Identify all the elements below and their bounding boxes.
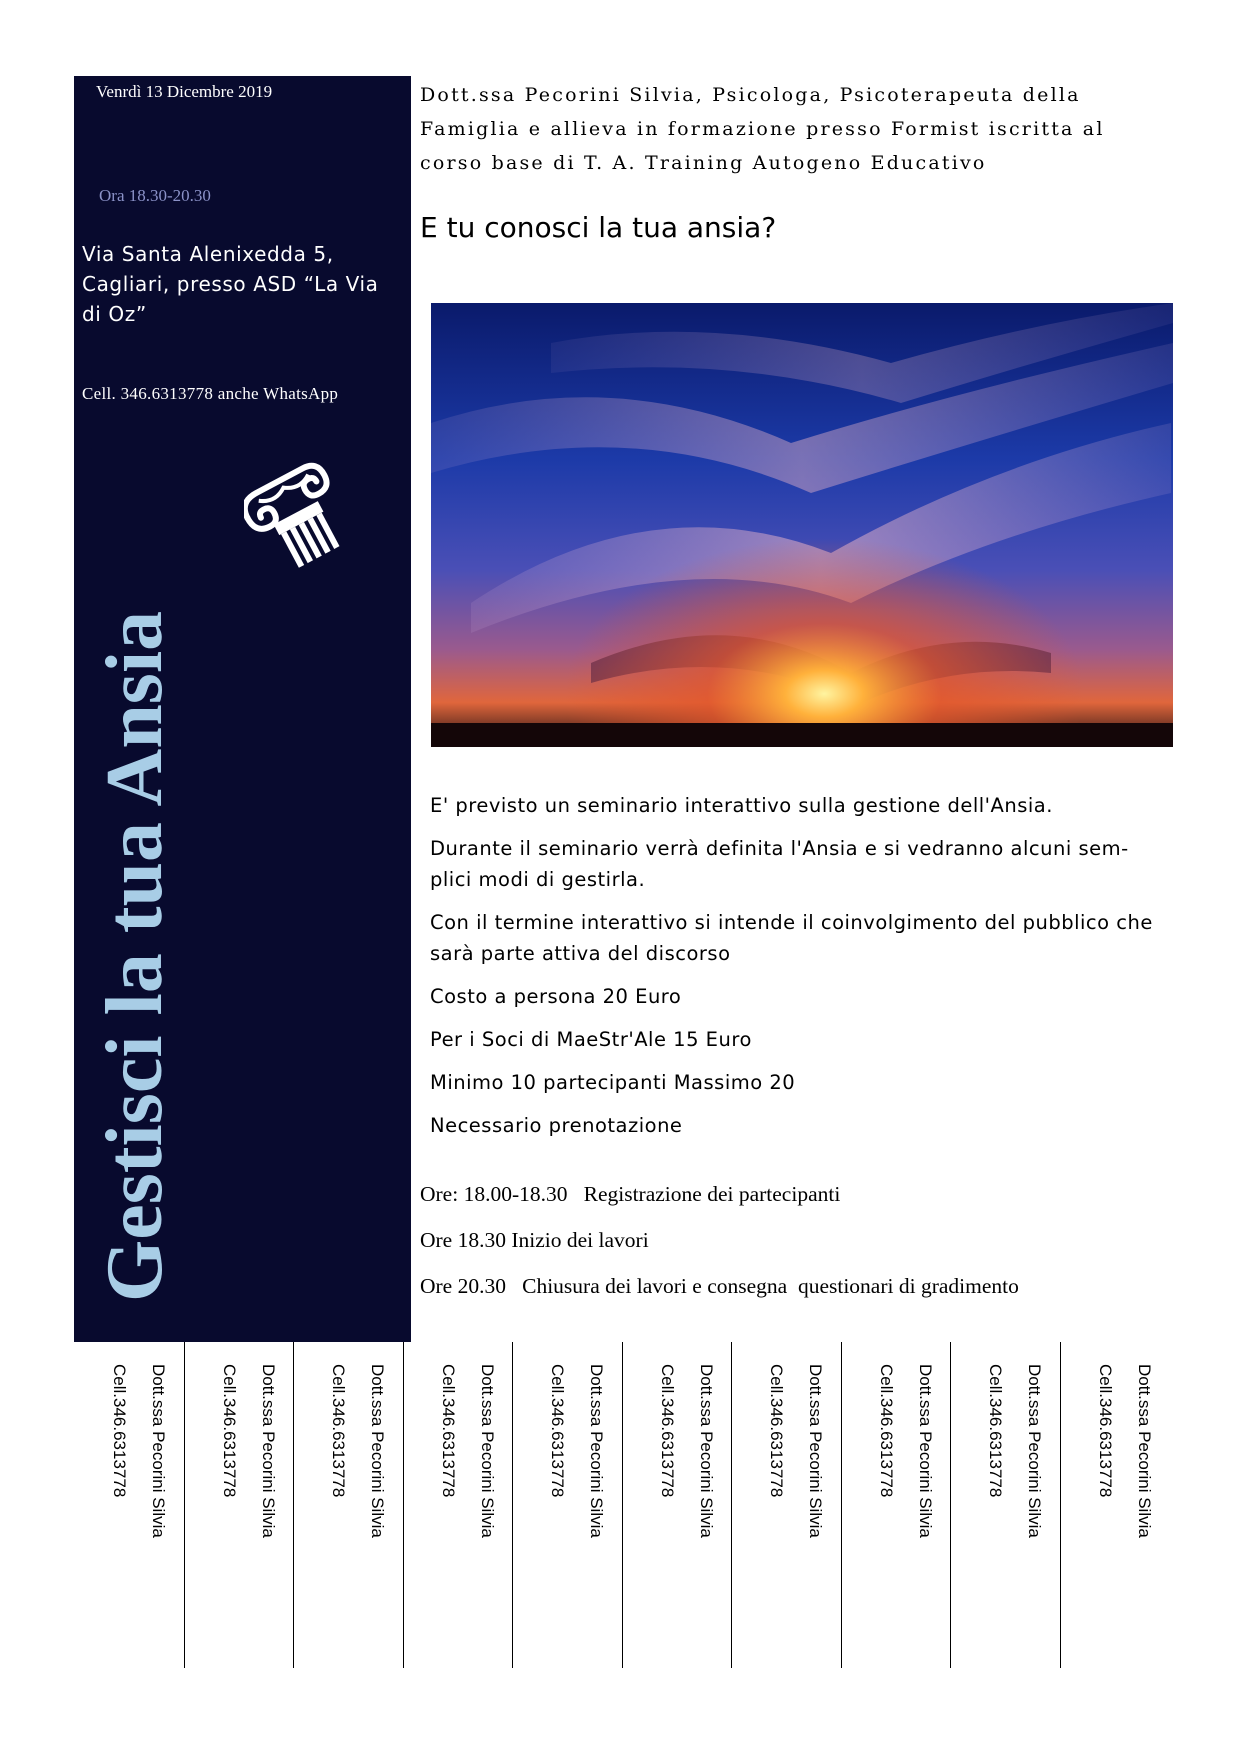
detail-item: Necessario prenotazione (430, 1114, 683, 1137)
strip-contact-phone: Cell.346.6313778 (876, 1364, 896, 1498)
vertical-title: Gestisci la tua Ansia (91, 610, 179, 1302)
event-time: Ora 18.30-20.30 (99, 186, 211, 205)
strip-contact-name: Dott.ssa Pecorini Silvia (477, 1364, 497, 1538)
strip-contact-phone: Cell.346.6313778 (110, 1364, 129, 1498)
schedule-item: Ore 18.30 Inizio dei lavori (420, 1228, 649, 1252)
strip-contact-phone: Cell.346.6313778 (219, 1364, 239, 1498)
tear-off-strip[interactable] (512, 1342, 622, 1668)
strip-contact-name: Dott.ssa Pecorini Silvia (368, 1364, 387, 1538)
tear-off-strip[interactable] (403, 1342, 513, 1668)
event-date: Venrdì 13 Dicembre 2019 (96, 82, 273, 101)
strip-contact-phone: Cell.346.6313778 (329, 1364, 348, 1498)
sidebar-panel (74, 76, 411, 1342)
schedule-item: Ore: 18.00-18.30 Registrazione dei partecipanti (420, 1182, 841, 1206)
tear-off-strips (74, 1342, 1174, 1668)
contact-phone: Cell. 346.6313778 anche WhatsApp (82, 384, 339, 403)
tear-off-strip[interactable] (1060, 1342, 1170, 1668)
strip-contact-phone: Cell.346.6313778 (986, 1364, 1005, 1498)
schedule-item: Ore 20.30 Chiusura dei lavori e consegna questionari di gradimento (420, 1274, 1019, 1298)
strip-divider (731, 1342, 732, 1668)
tear-off-strip[interactable] (74, 1342, 184, 1668)
detail-item: Costo a persona 20 Euro (430, 985, 682, 1008)
strip-contact-name: Dott.ssa Pecorini Silvia (587, 1364, 606, 1538)
author-intro: Dott.ssa Pecorini Silvia, Psicologa, Psicoterapeuta della Famiglia e allieva in formazione presso Formist iscritta al corso base di T. A. Training Autogeno Educativo (420, 84, 1105, 174)
detail-item: Per i Soci di MaeStr'Ale 15 Euro (430, 1028, 752, 1051)
strip-contact-name: Dott.ssa Pecorini Silvia (806, 1364, 825, 1538)
strip-contact-phone: Cell.346.6313778 (548, 1364, 567, 1498)
headline: E tu conosci la tua ansia? (420, 211, 777, 244)
detail-item: Con il termine interattivo si intende il coinvolgimento del pubblico che sarà parte attiva del discorso (430, 911, 1153, 965)
tear-off-strip[interactable] (841, 1342, 951, 1668)
strip-contact-phone: Cell.346.6313778 (657, 1364, 677, 1498)
event-address: Via Santa Alenixedda 5, Cagliari, presso ASD “La Via di Oz” (82, 242, 379, 326)
strip-divider (950, 1342, 951, 1668)
strip-contact-phone: Cell.346.6313778 (438, 1364, 458, 1498)
detail-item: Durante il seminario verrà definita l'Ansia e si vedranno alcuni sem-plici modi di gestirla. (430, 837, 1129, 891)
seminar-details (430, 790, 1170, 1153)
strip-contact-name: Dott.ssa Pecorini Silvia (696, 1364, 716, 1538)
sunset-sky-photo (431, 303, 1173, 747)
strip-divider (841, 1342, 842, 1668)
tear-off-strip[interactable] (622, 1342, 732, 1668)
detail-item: Minimo 10 partecipanti Massimo 20 (430, 1071, 796, 1094)
strip-divider (622, 1342, 623, 1668)
tear-off-strip[interactable] (950, 1342, 1060, 1668)
strip-contact-name: Dott.ssa Pecorini Silvia (258, 1364, 278, 1538)
strip-contact-name: Dott.ssa Pecorini Silvia (915, 1364, 935, 1538)
ionic-column-capital-icon (244, 456, 344, 576)
tear-off-strip[interactable] (731, 1342, 841, 1668)
strip-contact-name: Dott.ssa Pecorini Silvia (149, 1364, 168, 1538)
schedule-list (420, 1182, 1180, 1320)
strip-divider (184, 1342, 185, 1668)
strip-divider (512, 1342, 513, 1668)
strip-divider (403, 1342, 404, 1668)
strip-divider (293, 1342, 294, 1668)
strip-contact-phone: Cell.346.6313778 (1095, 1364, 1115, 1498)
strip-contact-name: Dott.ssa Pecorini Silvia (1025, 1364, 1044, 1538)
strip-contact-name: Dott.ssa Pecorini Silvia (1134, 1364, 1154, 1538)
strip-divider (1060, 1342, 1061, 1668)
strip-contact-phone: Cell.346.6313778 (767, 1364, 786, 1498)
detail-item: E' previsto un seminario interattivo sulla gestione dell'Ansia. (430, 794, 1053, 817)
tear-off-strip[interactable] (184, 1342, 294, 1668)
tear-off-strip[interactable] (293, 1342, 403, 1668)
